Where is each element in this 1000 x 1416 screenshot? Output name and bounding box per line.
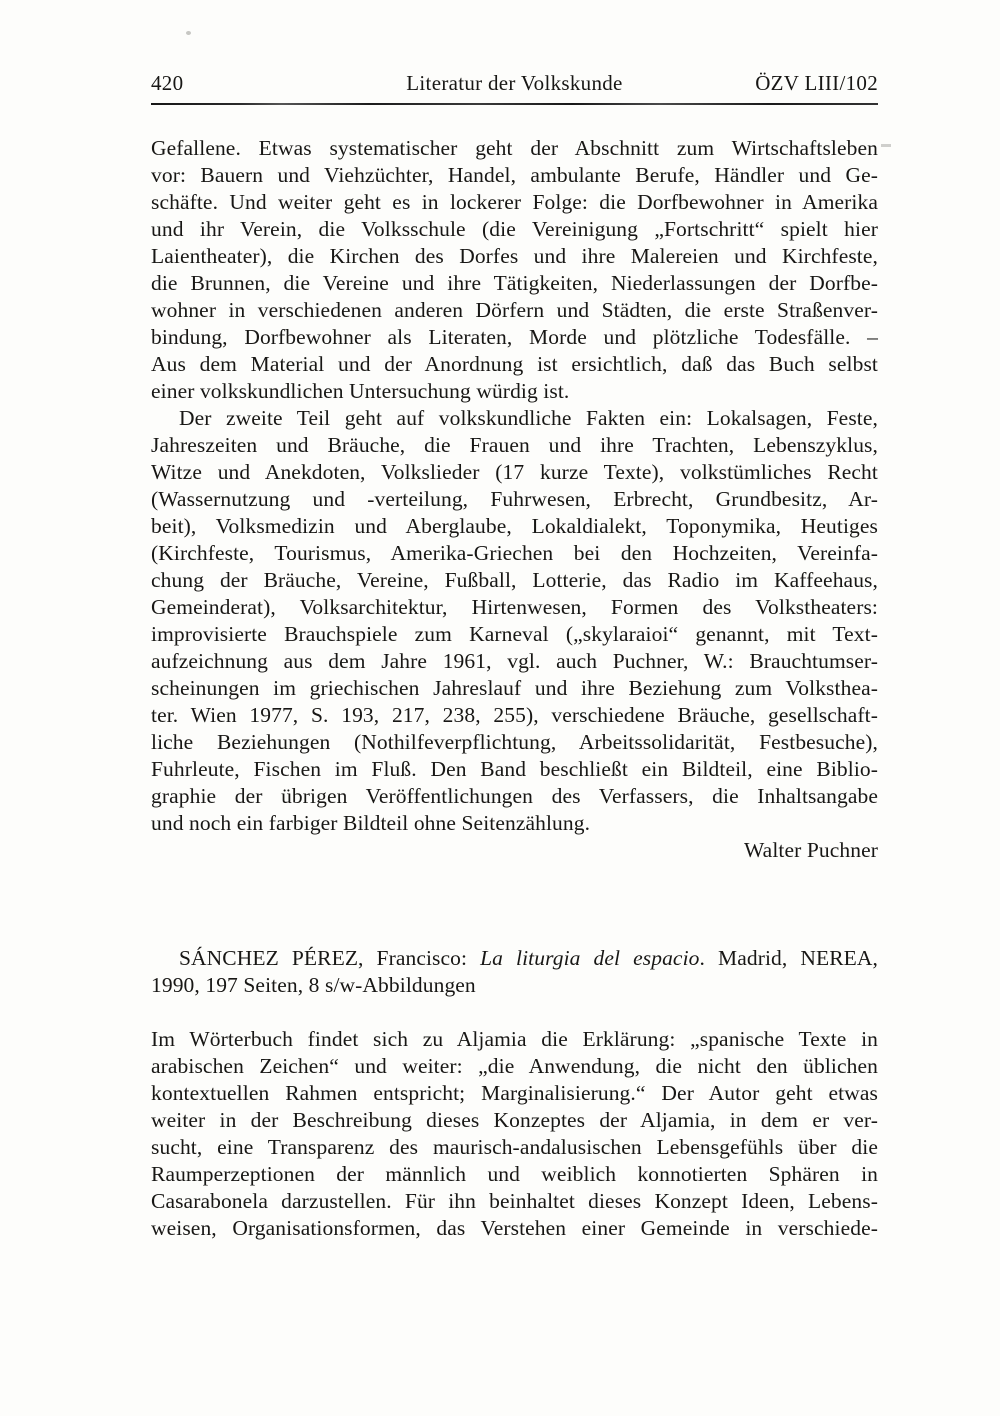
reviewer-signature: Walter Puchner: [744, 838, 878, 862]
text-line: und noch ein farbiger Bildteil ohne Seitenzählung.: [151, 811, 591, 835]
text-line: ter. Wien 1977, S. 193, 217, 238, 255), verschiedene Bräuche, gesellschaft-: [151, 703, 878, 727]
text-line: (Kirchfeste, Tourismus, Amerika-Griechen bei den Hochzeiten, Vereinfa-: [151, 541, 878, 565]
scan-speck-dash: [881, 144, 891, 147]
text-line: scheinungen im griechischen Jahreslauf und ihre Beziehung zum Volksthea-: [151, 676, 878, 700]
review-sanchez-paragraph-1: [151, 1026, 878, 1242]
text-line: Gefallene. Etwas systematischer geht der Abschnitt zum Wirtschaftsleben: [151, 136, 878, 160]
text-line: liche Beziehungen (Nothilfeverpflichtung, Arbeitssolidarität, Festbesuche),: [151, 730, 878, 754]
text-line: einer volkskundlichen Untersuchung würdig ist.: [151, 379, 570, 403]
running-title: Literatur der Volkskunde: [406, 71, 623, 95]
text-line: und ihr Verein, die Volksschule (die Vereinigung „Fortschritt“ spielt hier: [151, 217, 878, 241]
text-line: weisen, Organisationsformen, das Verstehen einer Gemeinde in verschiede-: [151, 1216, 878, 1240]
text-line: aufzeichnung aus dem Jahre 1961, vgl. auch Puchner, W.: Brauchtumser-: [151, 649, 878, 673]
review-puchner-paragraph-1: [151, 135, 878, 405]
review-puchner-paragraph-2: [151, 405, 878, 837]
text-line: arabischen Zeichen“ und weiter: „die Anwendung, die nicht den üblichen: [151, 1054, 878, 1078]
text-line: graphie der übrigen Veröffentlichungen des Verfassers, die Inhaltsangabe: [151, 784, 878, 808]
citation-author: SÁNCHEZ PÉREZ, Francisco:: [179, 946, 481, 970]
text-line: kontextuellen Rahmen entspricht; Marginalisierung.“ Der Autor geht etwas: [151, 1081, 878, 1105]
text-line: bindung, Dorfbewohner als Literaten, Morde und plötzliche Todesfälle. –: [151, 325, 878, 349]
text-line: beit), Volksmedizin und Aberglaube, Lokaldialekt, Toponymika, Heutiges: [151, 514, 878, 538]
page-number: 420: [151, 71, 184, 95]
text-line: die Brunnen, die Vereine und ihre Tätigkeiten, Niederlassungen der Dorfbe-: [151, 271, 878, 295]
text-line: wohner in verschiedenen anderen Dörfern und Städten, die erste Straßenver-: [151, 298, 878, 322]
citation-line-1: [151, 945, 878, 972]
header-rule: [151, 103, 878, 105]
running-head: [151, 71, 878, 96]
text-line: Im Wörterbuch findet sich zu Aljamia die Erklärung: „spanische Texte in: [151, 1027, 878, 1051]
text-line: improvisierte Brauchspiele zum Karneval („skylaraioi“ genannt, mit Text-: [151, 622, 878, 646]
journal-issue: ÖZV LIII/102: [755, 71, 878, 95]
text-line: Casarabonela darzustellen. Für ihn beinhaltet dieses Konzept Ideen, Lebens-: [151, 1189, 878, 1213]
page-body: [151, 135, 878, 1242]
citation-line-2: 1990, 197 Seiten, 8 s/w-Abbildungen: [151, 973, 476, 997]
text-line: Witze und Anekdoten, Volkslieder (17 kurze Texte), volkstümliches Recht: [151, 460, 878, 484]
text-line: vor: Bauern und Viehzüchter, Handel, ambulante Berufe, Händler und Ge-: [151, 163, 878, 187]
citation-publisher: . Madrid, NEREA,: [699, 946, 878, 970]
text-line: Aus dem Material und der Anordnung ist ersichtlich, daß das Buch selbst: [151, 352, 878, 376]
text-line: chung der Bräuche, Vereine, Fußball, Lotterie, das Radio im Kaffeehaus,: [151, 568, 878, 592]
text-line: (Wassernutzung und -verteilung, Fuhrwesen, Erbrecht, Grundbesitz, Ar-: [151, 487, 878, 511]
text-line: schäfte. Und weiter geht es in lockerer Folge: die Dorfbewohner in Amerika: [151, 190, 878, 214]
text-line: Gemeinderat), Volksarchitektur, Hirtenwesen, Formen des Volkstheaters:: [151, 595, 878, 619]
text-line: sucht, eine Transparenz des maurisch-andalusischen Lebensgefühls über die: [151, 1135, 878, 1159]
text-line: Raumperzeptionen der männlich und weiblich konnotierten Sphären in: [151, 1162, 878, 1186]
book-citation: [151, 945, 878, 999]
citation-book-title: La liturgia del espacio: [480, 946, 700, 970]
text-line: Der zweite Teil geht auf volkskundliche Fakten ein: Lokalsagen, Feste,: [179, 406, 878, 430]
text-line: Jahreszeiten und Bräuche, die Frauen und ihre Trachten, Lebenszyklus,: [151, 433, 878, 457]
text-line: Laientheater), die Kirchen des Dorfes und ihre Malereien und Kirchfeste,: [151, 244, 878, 268]
text-line: Fuhrleute, Fischen im Fluß. Den Band beschließt ein Bildteil, eine Biblio-: [151, 757, 878, 781]
text-line: weiter in der Beschreibung dieses Konzeptes der Aljamia, in dem er ver-: [151, 1108, 878, 1132]
scan-speck-dot: [186, 31, 191, 35]
